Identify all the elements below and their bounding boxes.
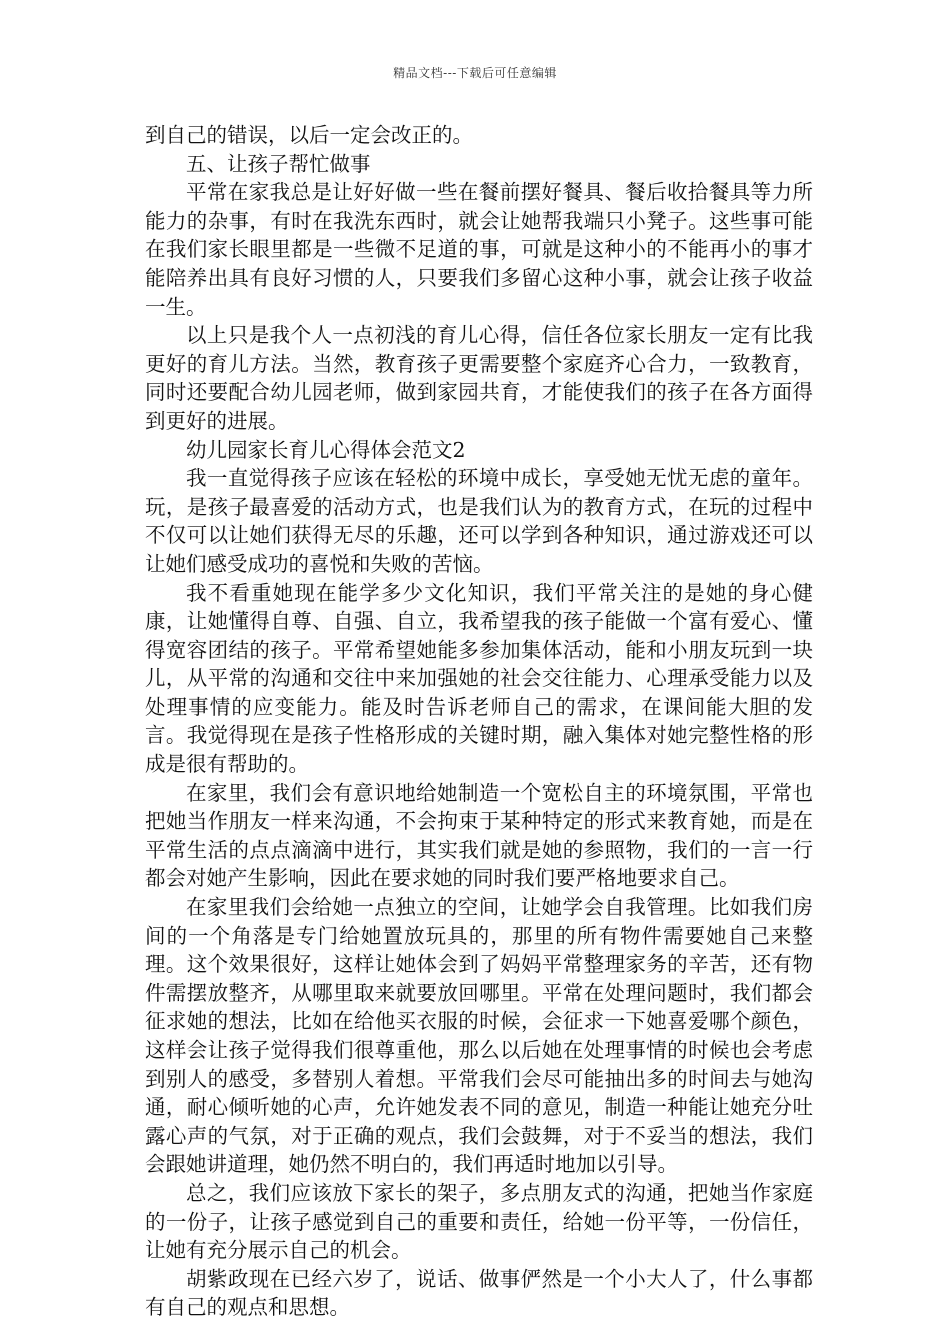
paragraph: 在家里我们会给她一点独立的空间，让她学会自我管理。比如我们房间的一个角落是专门给她置放玩具的，那里的所有物件需要她自己来整理。这个效果很好，这样让她体会到了妈妈平常整理家务的辛苦，还有物件需摆放整齐，从哪里取来就要放回哪里。平常在处理问题时，我们都会征求她的想法，比如在给他买衣服的时候，会征求一下她喜爱哪个颜色，这样会让孩子觉得我们很尊重他，那么以后她在处理事情的时候也会考虑到别人的感受，多替别人着想。平常我们会尽可能抽出多的时间去与她沟通，耐心倾听她的心声，允许她发表不同的意见，制造一种能让她充分吐露心声的气氛，对于正确的观点，我们会鼓舞，对于不妥当的想法，我们会跟她讲道理，她仍然不明白的，我们再适时地加以引导。 bbox=[145, 895, 813, 1177]
paragraph: 总之，我们应该放下家长的架子，多点朋友式的沟通，把她当作家庭的一份子，让孩子感觉到自己的重要和责任，给她一份平等，一份信任，让她有充分展示自己的机会。 bbox=[145, 1180, 813, 1263]
paragraph: 以上只是我个人一点初浅的育儿心得，信任各位家长朋友一定有比我更好的育儿方法。当然，教育孩子更需要整个家庭齐心合力，一致教育，同时还要配合幼儿园老师，做到家园共育，才能使我们的孩子在各方面得到更好的进展。 bbox=[145, 323, 813, 433]
section-heading: 五、让孩子帮忙做事 bbox=[186, 151, 371, 176]
page-header: 精品文档---下载后可任意编辑 bbox=[393, 66, 557, 80]
paragraph: 我一直觉得孩子应该在轻松的环境中成长，享受她无忧无虑的童年。玩，是孩子最喜爱的活动方式，也是我们认为的教育方式，在玩的过程中不仅可以让她们获得无尽的乐趣，还可以学到各种知识，通过游戏还可以让她们感受成功的喜悦和失败的苦恼。 bbox=[145, 466, 813, 576]
paragraph: 我不看重她现在能学多少文化知识，我们平常关注的是她的身心健康，让她懂得自尊、自强、自立，我希望我的孩子能做一个富有爱心、懂得宽容团结的孩子。平常希望她能多参加集体活动，能和小朋友玩到一块儿，从平常的沟通和交往中来加强她的社会交往能力、心理承受能力以及处理事情的应变能力。能及时告诉老师自己的需求，在课间能大胆的发言。我觉得现在是孩子性格形成的关键时期，融入集体对她完整性格的形成是很有帮助的。 bbox=[145, 580, 813, 777]
paragraph: 到自己的错误，以后一定会改正的。 bbox=[145, 123, 473, 147]
paragraph: 胡紫政现在已经六岁了，说话、做事俨然是一个小大人了，什么事都有自己的观点和思想。 bbox=[145, 1266, 813, 1320]
document-body bbox=[145, 121, 813, 1322]
paragraph: 平常在家我总是让好好做一些在餐前摆好餐具、餐后收拾餐具等力所能力的杂事，有时在我洗东西时，就会让她帮我端只小凳子。这些事可能在我们家长眼里都是一些微不足道的事，可就是这种小的不能再小的事才能陪养出具有良好习惯的人，只要我们多留心这种小事，就会让孩子收益一生。 bbox=[145, 180, 813, 319]
section-heading: 幼儿园家长育儿心得体会范文2 bbox=[186, 437, 466, 462]
paragraph: 在家里，我们会有意识地给她制造一个宽松自主的环境氛围，平常也把她当作朋友一样来沟通，不会拘束于某种特定的形式来教育她，而是在平常生活的点点滴滴中进行，其实我们就是她的参照物，我们的一言一行都会对她产生影响，因此在要求她的同时我们要严格地要求自己。 bbox=[145, 780, 813, 891]
